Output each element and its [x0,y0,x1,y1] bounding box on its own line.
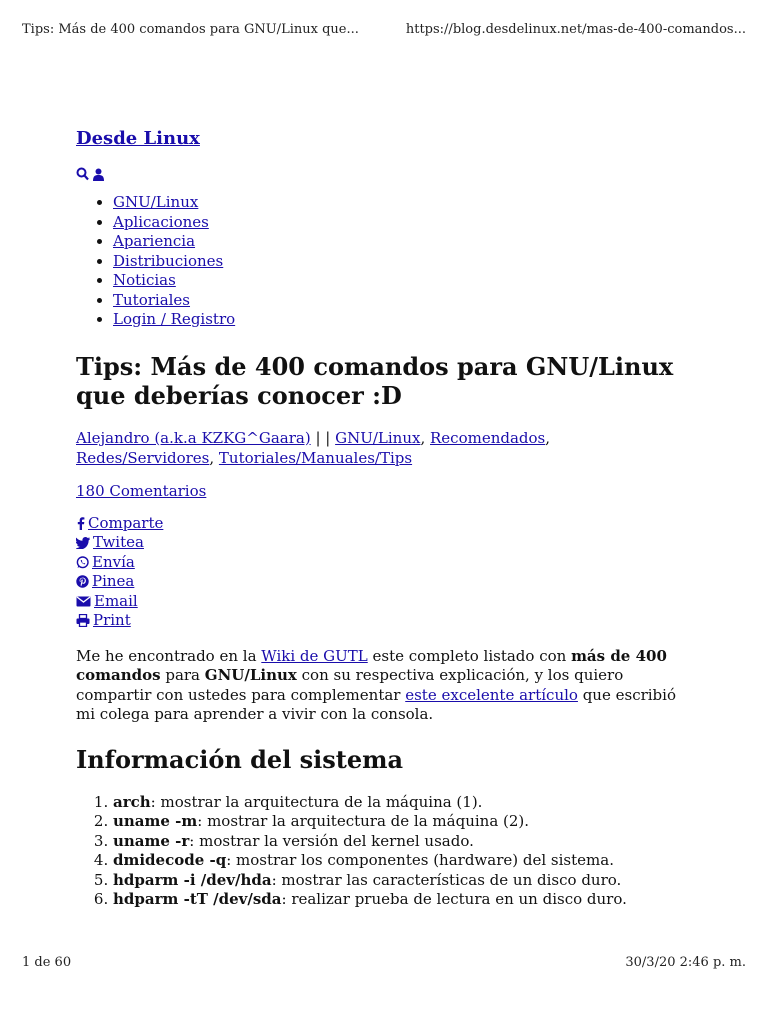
email-icon [76,596,91,607]
user-icon[interactable] [93,168,104,181]
section-title: Información del sistema [76,744,404,774]
nav-link-noticias[interactable]: Noticias [113,271,176,289]
print-header-title: Tips: Más de 400 comandos para GNU/Linux que... [22,22,359,37]
author-link[interactable]: Alejandro (a.k.a KZKG^Gaara) [76,428,311,447]
nav-item-noticias [113,271,696,291]
share-twitter-link[interactable] [76,533,144,553]
page-content [76,128,696,910]
nav-item-tutoriales [113,291,696,311]
category-link-tutoriales-manuales-tips[interactable]: Tutoriales/Manuales/Tips [218,448,413,467]
share-facebook-label: Comparte [88,513,164,532]
pinterest-icon [76,575,89,588]
nav-item-gnu-linux [113,193,696,213]
list-item: 3. uname -r: mostrar la versión del kernel usado. [113,832,696,852]
share-whatsapp-link[interactable] [76,553,135,573]
category-link-gnu-linux[interactable]: GNU/Linux [335,428,421,447]
print-header [22,22,746,37]
share-email-label: Email [94,591,138,610]
nav-link-login[interactable]: Login / Registro [113,310,236,328]
search-icon[interactable] [76,167,89,181]
nav-link-gnu-linux[interactable]: GNU/Linux [113,193,199,211]
list-item: 4. dmidecode -q: mostrar los componentes (hardware) del sistema. [113,851,696,871]
facebook-icon [76,517,85,530]
nav-item-login [113,310,696,330]
whatsapp-icon [76,556,89,569]
nav-item-aplicaciones [113,213,696,233]
header-icons [76,167,696,181]
meta-separator: | | [310,428,336,447]
share-email-link[interactable] [76,592,138,612]
nav-link-distribuciones[interactable]: Distribuciones [113,251,224,270]
share-links [76,514,696,631]
main-nav [76,193,696,330]
share-whatsapp-label: Envía [92,552,135,571]
print-footer [22,955,746,970]
nav-link-apariencia[interactable]: Apariencia [113,232,196,250]
comments-link[interactable]: 180 Comentarios [76,481,207,500]
share-facebook-link[interactable] [76,514,163,534]
share-twitter-label: Twitea [93,533,144,551]
article-title: Tips: Más de 400 comandos para GNU/Linux que deberías conocer :D [76,351,674,410]
category-link-recomendados[interactable]: Recomendados [430,428,546,447]
nav-item-apariencia [113,232,696,252]
share-pinterest-link[interactable] [76,572,134,592]
category-link-redes-servidores[interactable]: Redes/Servidores [76,448,210,467]
wiki-gutl-link[interactable]: Wiki de GUTL [261,646,368,665]
related-article-link[interactable]: este excelente artículo [405,685,578,704]
article-intro: Me he encontrado en la Wiki de GUTL este completo listado con más de 400 comandos para GNU/Linux con su respectiva explicación, y los quiero compartir con ustedes para complementar este excelente artículo que escribió mi colega para aprender a vivir con la consola. [76,646,676,723]
share-print-label: Print [93,611,131,629]
print-header-url: https://blog.desdelinux.net/mas-de-400-comandos... [405,22,746,37]
site-title-link[interactable]: Desde Linux [76,128,200,149]
nav-link-tutoriales[interactable]: Tutoriales [113,290,191,309]
list-item: 6. hdparm -tT /dev/sda: realizar prueba de lectura en un disco duro. [113,890,696,910]
share-print-link[interactable] [76,611,131,631]
list-item: 5. hdparm -i /dev/hda: mostrar las características de un disco duro. [113,871,696,891]
article-meta: Alejandro (a.k.a KZKG^Gaara) | | GNU/Linux, Recomendados, Redes/Servidores, Tutoriales/Manuales/Tips [76,428,551,467]
list-item: 1. arch: mostrar la arquitectura de la máquina (1). [113,793,696,813]
share-pinterest-label: Pinea [92,572,135,590]
nav-item-distribuciones [113,252,696,272]
print-icon [76,614,90,627]
list-item: 2. uname -m: mostrar la arquitectura de la máquina (2). [113,812,696,832]
command-list [76,793,696,910]
twitter-icon [76,537,90,549]
nav-link-aplicaciones[interactable]: Aplicaciones [113,212,209,231]
page-number: 1 de 60 [22,955,72,970]
print-datetime: 30/3/20 2:46 p. m. [625,955,746,970]
